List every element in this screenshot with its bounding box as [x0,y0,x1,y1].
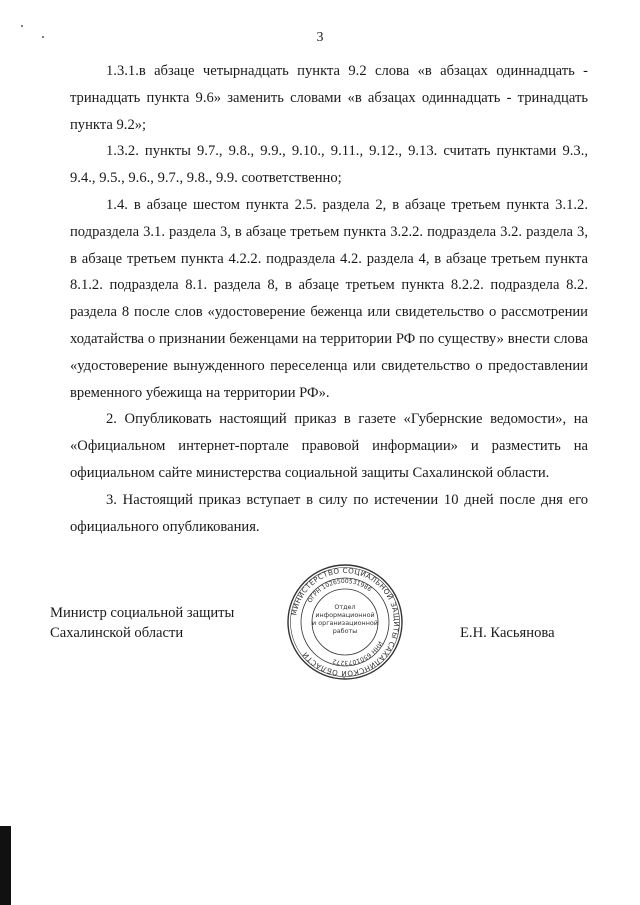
paragraph-3: 3. Настоящий приказ вступает в силу по истечении 10 дней после дня его официального опубликования. [70,491,588,535]
paragraph-1-4: 1.4. в абзаце шестом пункта 2.5. раздела 2, в абзаце третьем пункта 3.1.2. подраздела 3.1. раздела 3, в абзаце третьем пункта 3.2.2. подраздела 3.2. раздела 3, в абзаце третьем пункта 4.2.2. подраздела 4.2. раздела 4, в абзаце третьем пункта 8.1.2. подраздела 8.1. раздела 8, в абзаце третьем пункта 8.2.2. подраздела 8.2. раздела 8 после слов «удостоверение беженца или свидетельство о рассмотрении ходатайства о признании беженцами на территории РФ по существу» внести слова «удостоверение вынужденного переселенца или свидетельство о предоставлении временного убежища на территории РФ». [70,196,588,401]
scan-speck [21,25,23,27]
signer-name: Е.Н. Касьянова [460,625,555,641]
seal-center-line3: и организационной [312,619,378,627]
paragraph-1-3-2: 1.3.2. пункты 9.7., 9.8., 9.9., 9.10., 9.11., 9.12., 9.13. считать пунктами 9.3., 9.4., 9.5., 9.6., 9.7., 9.8., 9.9. соответственно; [70,143,588,187]
signatory-title [50,603,234,643]
official-seal [285,562,405,682]
scan-speck [42,36,44,38]
seal-center-line2: информационной [315,611,375,619]
document-body [70,58,588,540]
signatory-title-line1: Министр социальной защиты [50,605,235,621]
page-number: 3 [316,30,324,45]
seal-center-line1: Отдел [334,603,356,611]
scan-edge-mark [0,826,11,905]
paragraph-2: 2. Опубликовать настоящий приказ в газете «Губернские ведомости», на «Официальном интернет-портале правовой информации» и разместить на официальном сайте министерства социальной защиты Сахалинской области. [70,411,588,481]
signatory-title-line2: Сахалинской области [50,625,184,641]
seal-inn: ИНН 6501073272 [331,639,384,667]
seal-outer-text: МИНИСТЕРСТВО СОЦИАЛЬНОЙ ЗАЩИТЫ САХАЛИНСКОЙ ОБЛАСТИ [289,565,402,679]
paragraph-1-3-1: 1.3.1.в абзаце четырнадцать пункта 9.2 слова «в абзацах одиннадцать - тринадцать пункта 9.6» заменить словами «в абзацах одиннадцать - тринадцать пункта 9.2»; [70,63,588,133]
seal-center-line4: работы [332,627,358,635]
seal-ogrn: ОГРН 1026500531986 [306,577,373,605]
